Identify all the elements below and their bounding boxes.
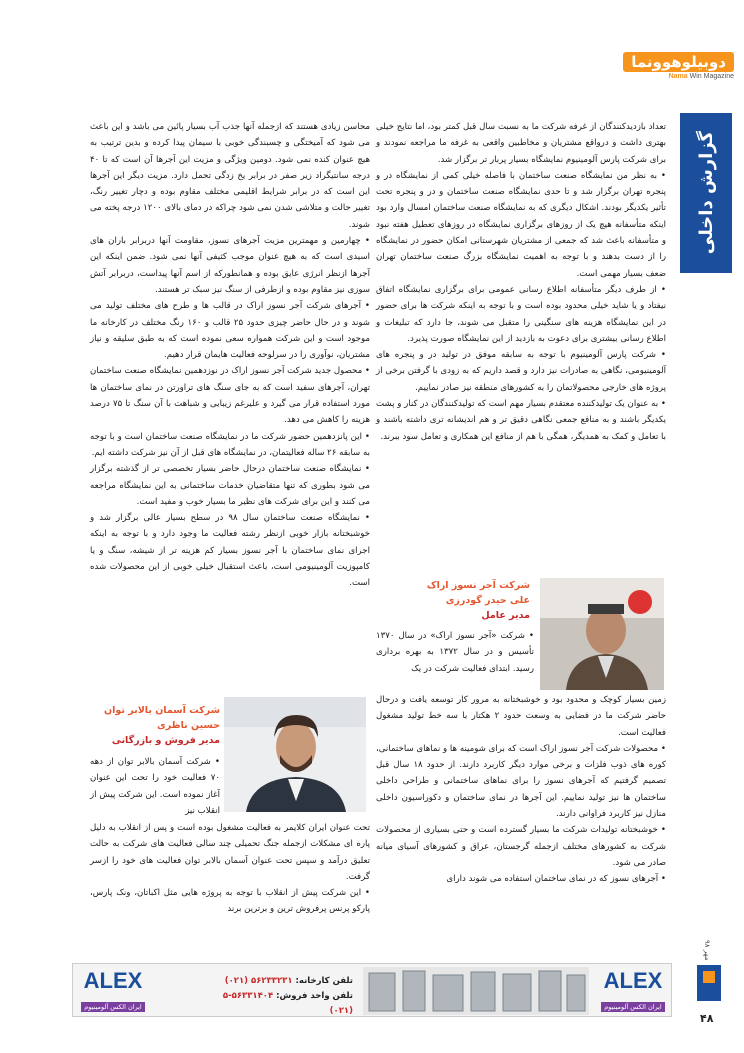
logo-tagline: ایران الکس آلومینیوم: [81, 1002, 144, 1012]
logo-text: ALEX: [603, 968, 663, 993]
paragraph: • شرکت پارس آلومینیوم با توجه به سابقه موفق در تولید در و پنجره های آلومینیومی، نگاهی به صادرات نیز دارد و قصد داریم که به زودی با گرفتن برخی از پروژه های خارجی محصولاتمان را به کشورهای منطقه نیز صادر نماییم.: [376, 350, 666, 393]
portrait-photo: [224, 697, 366, 812]
person-role: مدیر عامل: [481, 610, 530, 621]
logo-text: ALEX: [83, 968, 143, 993]
magazine-logo: [574, 52, 734, 80]
issue-date: مهر ۹۸: [703, 940, 711, 961]
paragraph: • این شرکت پیش از انقلاب با توجه به پروژه هایی مثل اکباتان، ونک پارس، پارکو پرنس پرفروش ترین و برترین برند: [90, 888, 370, 915]
person-role: مدیر فروش و بازرگانی: [111, 735, 220, 746]
paragraph: • نمایشگاه صنعت ساختمان سال ۹۸ در سطح بسیار عالی برگزار شد و خوشبختانه بازار خوبی ازنظر رشته فعالیت ما وجود دارد و با توجه به اینکه اجرای نمای ساختمان با آجر نسوز بسیار کم هزینه تر از شیشه، سنگ و یا کامپوزیت آلومینیومی است، باعث استقبال خیلی خوبی از این محصولات شده است.: [90, 513, 370, 589]
company-name: شرکت آجر نسوز اراک: [426, 580, 530, 591]
right-column: [376, 119, 666, 445]
paragraph: • آجرهای نسوز که در نمای ساختمان استفاده می شوند دارای: [446, 874, 666, 885]
paragraph: • به نظر من نمایشگاه صنعت ساختمان با فاصله خیلی کمی از نمایشگاه در و پنجره تهران برگزار شد و تا حدی نمایشگاه صنعت ساختمان و در و پنجره تحت تأثیر یکدیگر بودند. اشکال دیگری که به نمایشگاه صنعت ساختمان امسال وارد بود اینکه متأسفانه هیچ یک از روزهای برگزاری نمایشگاه در روزهای تعطیل هفته نبود و متأسفانه باعث شد که جمعی از مشتریان شهرستانی امکان حضور در نمایشگاه را از دست بدهند و با توجه به اهمیت نمایشگاه بزرگ صنعت ساختمان تهران ضعف بسیار مهمی است.: [376, 170, 666, 279]
profile-intro: • شرکت آسمان بالابر توان از دهه ۷۰ فعالیت خود را تحت این عنوان آغاز نموده است. این شرکت پیش از انقلاب نیز: [90, 757, 220, 816]
paragraph: • این پانزدهمین حضور شرکت ما در نمایشگاه صنعت ساختمان است و با توجه به سابقه ۲۶ ساله فعالیتمان، در نمایشگاه های قبل از آن نیز شرکت داشته ایم.: [90, 431, 370, 458]
left-column: [90, 119, 370, 592]
paragraph: تحت عنوان ایران کلایمر به فعالیت مشغول بوده است و پس از انقلاب به دلیل پاره ای مشکلات ازجمله جنگ تحمیلی چند سالی فعالیت های شرکت به حالت تعلیق درآمد و سپس تحت عنوان آسمان بالابر توان فعالیت های خود را ازسر گرفت.: [90, 823, 370, 882]
page-mark-icon: [697, 965, 721, 1001]
profiles-illustration: [363, 967, 589, 1015]
profile-body: [90, 820, 370, 918]
factory-phone: ۵۶۲۳۳۲۳۱ (۰۲۱): [224, 976, 293, 986]
profile-heading: [370, 578, 530, 623]
profile-heading: [90, 703, 220, 748]
paragraph: • از طرف دیگر متأسفانه اطلاع رسانی عمومی برای برگزاری نمایشگاه اتفاق نیفتاد و یا شاید خیلی محدود بوده است و با توجه به اینکه شرکت ها برای حضور در این نمایشگاه هزینه های سنگینی را متقبل می شوند، جا دارد که تبلیغات و اطلاع رسانی بیشتری برای دعوت به بازدید از این نمایشگاه صورت پذیرد.: [376, 284, 666, 344]
company-name: شرکت آسمان بالابر توان: [104, 705, 220, 716]
logo-tagline: ایران الکس آلومینیوم: [601, 1002, 664, 1012]
section-title-tab: [680, 113, 732, 273]
paragraph: زمین بسیار کوچک و محدود بود و خوشبختانه به مرور کار توسعه یافت و درحال حاضر شرکت ما در فضایی به وسعت حدود ۲ هکتار با سه خط تولید مشغول فعالیت است.: [376, 695, 666, 738]
paragraph: • نمایشگاه صنعت ساختمان درحال حاضر بسیار تخصصی تر از گذشته برگزار می شود بطوری که تنها متقاضیان خدمات ساختمانی به این نمایشگاه مراجعه می کنند و این برای شرکت های نظیر ما بسیار خوب و مفید است.: [90, 464, 370, 507]
section-title: گزارش داخلی: [695, 131, 717, 255]
paragraph: • خوشبختانه تولیدات شرکت ما بسیار گسترده است و حتی بسیاری از محصولات شرکت به کشورهای مختلف ازجمله گرجستان، عراق و کشورهای آسیای میانه صادر می شود.: [376, 825, 666, 868]
person-name: علی حیدر گودرزی: [445, 595, 530, 606]
contact-phones: [213, 974, 353, 1019]
brand-name: دوبیلوهوونما: [623, 52, 734, 72]
paragraph: محاسن زیادی هستند که ازجمله آنها جذب آب بسیار پائین می باشد و این باعث می شود که آمیختگی و چسبندگی خوبی با سیمان پیدا کرده و بدین ترتیب به هیچ عنوان کنده نمی شود. دومین ویژگی و مزیت این آجرها آن است که تا ۴۰ درجه سانتیگراد زیر صفر در برابر یخ زدگی تحمل دارد. مزیت دیگر این آجرها این است که در برابر شرایط اقلیمی مختلف مقاوم بوده و دچار تغییر رنگ، تغییر حالت و متلاشی شدن نمی شود چراکه در دمای بالای ۱۲۰۰ درجه پخته می شوند.: [90, 122, 370, 230]
portrait-photo: [540, 578, 664, 690]
paragraph: • آجرهای شرکت آجر نسوز اراک در قالب ها و طرح های مختلف تولید می شوند و در حال حاضر چیزی حدود ۲۵ قالب و ۱۶۰ رنگ مختلف در کارخانه ما موجود است و این شرکت همواره سعی نموده است که به طبق سلیقه و نیاز مشتریان، نوآوری را در سرلوحه فعالیت هایمان قرار دهیم.: [90, 301, 370, 361]
brand-subtitle: Nama Win Magazine: [668, 73, 734, 80]
window-profiles-image: [363, 967, 589, 1015]
person-name: حسین ناظری: [157, 720, 220, 731]
page-number: ۴۸: [700, 1012, 714, 1025]
portrait-illustration: [224, 697, 366, 812]
portrait-illustration: [540, 578, 664, 690]
paragraph: • چهارمین و مهمترین مزیت آجرهای نسوز، مقاومت آنها دربرابر باران های اسیدی است که به هیچ عنوان موجب کثیفی آنها نمی شود. ضمن اینکه این آجرها ازنظر انرژی عایق بوده و همانطورکه از اسم آنها پیداست، دربرابر آتش سوزی نیز مقاوم بوده و ازطرفی از سنگ نیز سبک تر هستند.: [90, 236, 370, 295]
sales-phone: ۵۶۳۳۱۴۰۴-۵ (۰۲۱): [222, 991, 353, 1016]
paragraph: • محصول جدید شرکت آجر نسوز اراک در نوزدهمین نمایشگاه صنعت ساختمان تهران، آجرهای سفید است که به جای سنگ های تراورتن در نمای ساختمان ها مورد استفاده قرار می گیرد و علیرغم زیبایی و شباهت با آن سنگ تا ۷۵ درصد هزینه را کاهش می دهد.: [90, 366, 370, 426]
sales-label: تلفن واحد فروش:: [276, 991, 353, 1001]
profile-intro: • شرکت «آجر نسوز اراک» در سال ۱۳۷۰ تأسیس و در سال ۱۳۷۲ به بهره برداری رسید. ابتدای فعالیت شرکت در یک: [376, 631, 534, 674]
factory-label: تلفن کارخانه:: [295, 976, 353, 986]
alex-logo: [597, 968, 669, 1012]
paragraph: • محصولات شرکت آجر نسوز اراک است که برای شومینه ها و نماهای ساختمانی، کوره های ذوب فلزات و برخی موارد دیگر کاربرد دارند. از حدود ۱۸ سال قبل تصمیم گرفتیم که آجرهای نسوز را برای نماهای ساختمانی و طراحی داخلی ساختمان ها نیز تولید نماییم. این آجرها در نمای ساختمان و دکوراسیون داخلی منازل نیز کاربرد فراوانی دارند.: [376, 743, 666, 820]
paragraph: تعداد بازدیدکنندگان از غرفه شرکت ما به نسبت سال قبل کمتر بود، اما نتایج خیلی بهتری داشت و درواقع مشتریان و مخاطبین واقعی به غرفه ما مراجعه نمودند و برای شرکت پارس آلومینیوم نمایشگاه بسیار پربار تر برگزار شد.: [376, 122, 666, 165]
alex-logo: [77, 968, 149, 1012]
profile-body: [376, 692, 666, 888]
advertisement-banner: [72, 963, 672, 1017]
paragraph: • به عنوان یک تولیدکننده معتقدم بسیار مهم است که تولیدکنندگان در کنار و پشت یکدیگر باشند و به منافع جمعی نگاهی دقیق تر و هم اندیشانه تری داشته باشند و با تعامل و کمک به همدیگر، همگی با هم از منافع این همکاری و تعامل سود ببرند.: [376, 399, 666, 442]
